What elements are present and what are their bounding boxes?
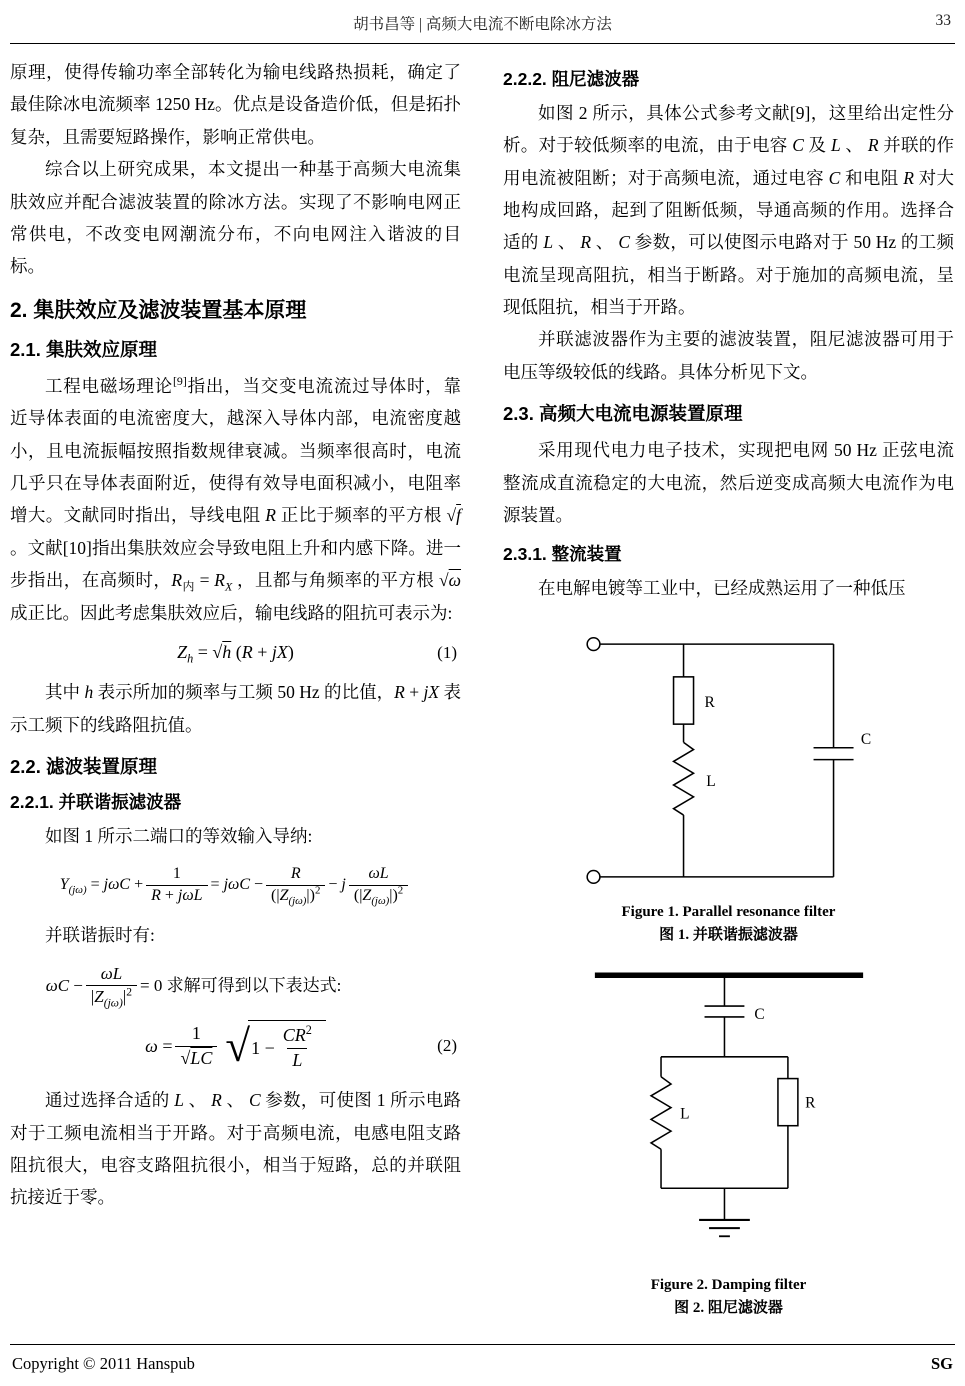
paragraph: 其中 h 表示所加的频率与工频 50 Hz 的比值，R + jX 表示工频下的线路阻抗值。 — [10, 682, 462, 735]
section-heading-2-2: 2.2. 滤波装置原理 — [10, 756, 157, 778]
equation-part: $Y_{(j\omega)} = j\omega C$ + — [59, 876, 144, 897]
paragraph: 综合以上研究成果，本文提出一种基于高频大电流集肤效应并配合滤波装置的除冰方法。实现了不影响电网正常供电，不改变电网潮流分布，不向电网注入谐波的目标。 — [10, 159, 461, 277]
numerator: R — [290, 865, 301, 883]
paragraph: 采用现代电力电子技术，实现把电网 50 Hz 正弦电流整流成直流稳定的大电流，然后逆变成高频大电流作为电源装置。 — [503, 440, 954, 525]
equation-body: $Z_h = √h$ (R + jX) — [177, 641, 294, 666]
numerator: 1 — [172, 865, 181, 883]
denominator: $(|Z_{(j\omega)}|)^2$ — [349, 885, 408, 907]
figure-1 — [503, 624, 954, 946]
resistor-symbol — [673, 677, 693, 724]
label-C: C — [753, 1006, 765, 1024]
numerator: 1 — [191, 1023, 201, 1044]
paragraph: 并联滤波器作为主要的滤波装置，阻尼滤波器可用于电压等级较低的线路。具体分析见下文。 — [503, 329, 954, 382]
equation-resonance-condition — [10, 963, 461, 1008]
equation-2 — [10, 1020, 461, 1072]
radical-sign: √ — [225, 1021, 251, 1072]
paragraph: 并联谐振时有: — [45, 924, 155, 945]
equation-number: (1) — [437, 642, 457, 662]
fraction — [175, 1022, 217, 1070]
figure-1-caption-zh: 图 1. 并联谐振滤波器 — [659, 926, 798, 943]
denominator: R + jωL — [146, 885, 207, 907]
damping-filter-circuit-diagram — [584, 966, 874, 1270]
section-heading-2-2-1: 2.2.1. 并联谐振滤波器 — [10, 792, 182, 813]
page-number: 33 — [935, 12, 951, 29]
figure-1-caption-en: Figure 1. Parallel resonance filter — [621, 904, 836, 921]
page-footer — [10, 1344, 955, 1378]
equation-1 — [10, 641, 461, 664]
paragraph: 工程电磁场理论[9]指出，当交变电流流过导体时，靠近导体表面的电流密度大，越深入导体内部，电流密度越小，且电流振幅按照指数规律衰减。当频率很高时，电流几乎只在导体表面附近，使得有效导电面积减小，电阻率增大。文献同时指出，导线电阻 R 正比于频率的平方根 √f 。文献[10]指出集肤效应会导致电阻上升和内感下降。进一步指出，在高频时，$R_内 = R_X$ ，且都与角频率的平方根 √ω 成正比。因此考虑集肤效应后，输电线路的阻抗可表示为: — [10, 374, 462, 623]
paragraph: 如图 1 所示二端口的等效输入导纳: — [45, 825, 313, 846]
parallel-resonance-circuit-diagram — [579, 624, 879, 897]
terminal-top-icon — [587, 638, 600, 651]
equation-part: = 0 求解可得到以下表达式: — [140, 975, 342, 995]
numerator: ωL — [100, 964, 123, 984]
fraction — [86, 963, 137, 1008]
running-title: 胡书昌等 | 高频大电流不断电除冰方法 — [353, 16, 612, 33]
section-heading-2-3-1: 2.3.1. 整流装置 — [503, 544, 622, 565]
section-heading-2: 2. 集肤效应及滤波装置基本原理 — [10, 298, 307, 322]
equation-part: ωC − — [45, 975, 83, 995]
paragraph: 原理，使得传输功率全部转化为输电线路热损耗，确定了最佳除冰电流频率 1250 Hz。优点是设备造价低，但是拓扑复杂，且需要短路操作，影响正常供电。 — [10, 62, 461, 147]
label-L: L — [679, 1105, 689, 1123]
paragraph: 如图 2 所示，具体公式参考文献[9]，这里给出定性分析。对于较低频率的电流，由于电容 C 及 L 、 R 并联的作用电流被阻断；对于高频电流，通过电容 C 和电阻 R 对大地构成回路，起到了阻断低频，导通高频的作用。选择合适的 L 、 R 、 C 参数，可以使图示电路对于 50 Hz 的工频电流呈现高阻抗，相当于断路。对于施加的高频电流，呈现低阻抗，相当于开路。 — [503, 102, 955, 317]
fraction — [278, 1024, 317, 1072]
radical-group — [225, 1020, 326, 1072]
figure-2-caption-zh: 图 2. 阻尼滤波器 — [674, 1299, 783, 1316]
equation-admittance — [10, 864, 461, 907]
equation-part: 1 − — [251, 1037, 275, 1058]
section-heading-2-1: 2.1. 集肤效应原理 — [10, 338, 157, 360]
label-L: L — [705, 773, 716, 791]
equation-part: = jωC − — [210, 876, 264, 894]
denominator: L — [287, 1048, 307, 1072]
equation-number: (2) — [437, 1036, 457, 1056]
label-C: C — [860, 731, 871, 749]
inductor-symbol — [673, 743, 693, 816]
label-R: R — [703, 694, 715, 712]
right-column — [503, 56, 954, 1319]
paragraph: 在电解电镀等工业中，已经成熟运用了一种低压 — [538, 578, 906, 599]
paragraph: 通过选择合适的 L 、 R 、 C 参数，可使图 1 所示电路对于工频电流相当于开路。对于高频电流，电感电阻支路阻抗很大，电容支路阻抗很小，相当于短路，总的并联阻抗接近于零。 — [10, 1090, 462, 1208]
figure-2 — [503, 966, 954, 1319]
copyright-notice: Copyright © 2011 Hanspub — [12, 1354, 195, 1373]
section-heading-2-2-2: 2.2.2. 阻尼滤波器 — [503, 69, 640, 89]
fraction — [349, 864, 408, 907]
equation-part: − j — [328, 876, 346, 894]
left-column — [10, 56, 461, 1319]
page-header — [10, 6, 955, 44]
fraction — [266, 864, 325, 907]
inductor-symbol — [651, 1077, 671, 1150]
denominator: $|Z_{(j\omega)}|^2$ — [86, 985, 137, 1008]
numerator: ωL — [368, 865, 389, 883]
radical-body — [248, 1020, 326, 1072]
two-column-body — [10, 56, 955, 1319]
denominator: $(|Z_{(j\omega)}|)^2$ — [266, 885, 325, 907]
denominator: √LC — [175, 1046, 217, 1070]
fraction — [146, 864, 207, 907]
numerator: $CR^2$ — [282, 1023, 312, 1046]
label-R: R — [804, 1095, 815, 1112]
journal-abbreviation: SG — [930, 1354, 953, 1373]
equation-part: ω = — [145, 1035, 173, 1056]
terminal-bottom-icon — [587, 871, 600, 884]
figure-2-caption-en: Figure 2. Damping filter — [650, 1277, 807, 1294]
resistor-symbol — [777, 1079, 797, 1126]
section-heading-2-3: 2.3. 高频大电流电源装置原理 — [503, 403, 743, 425]
